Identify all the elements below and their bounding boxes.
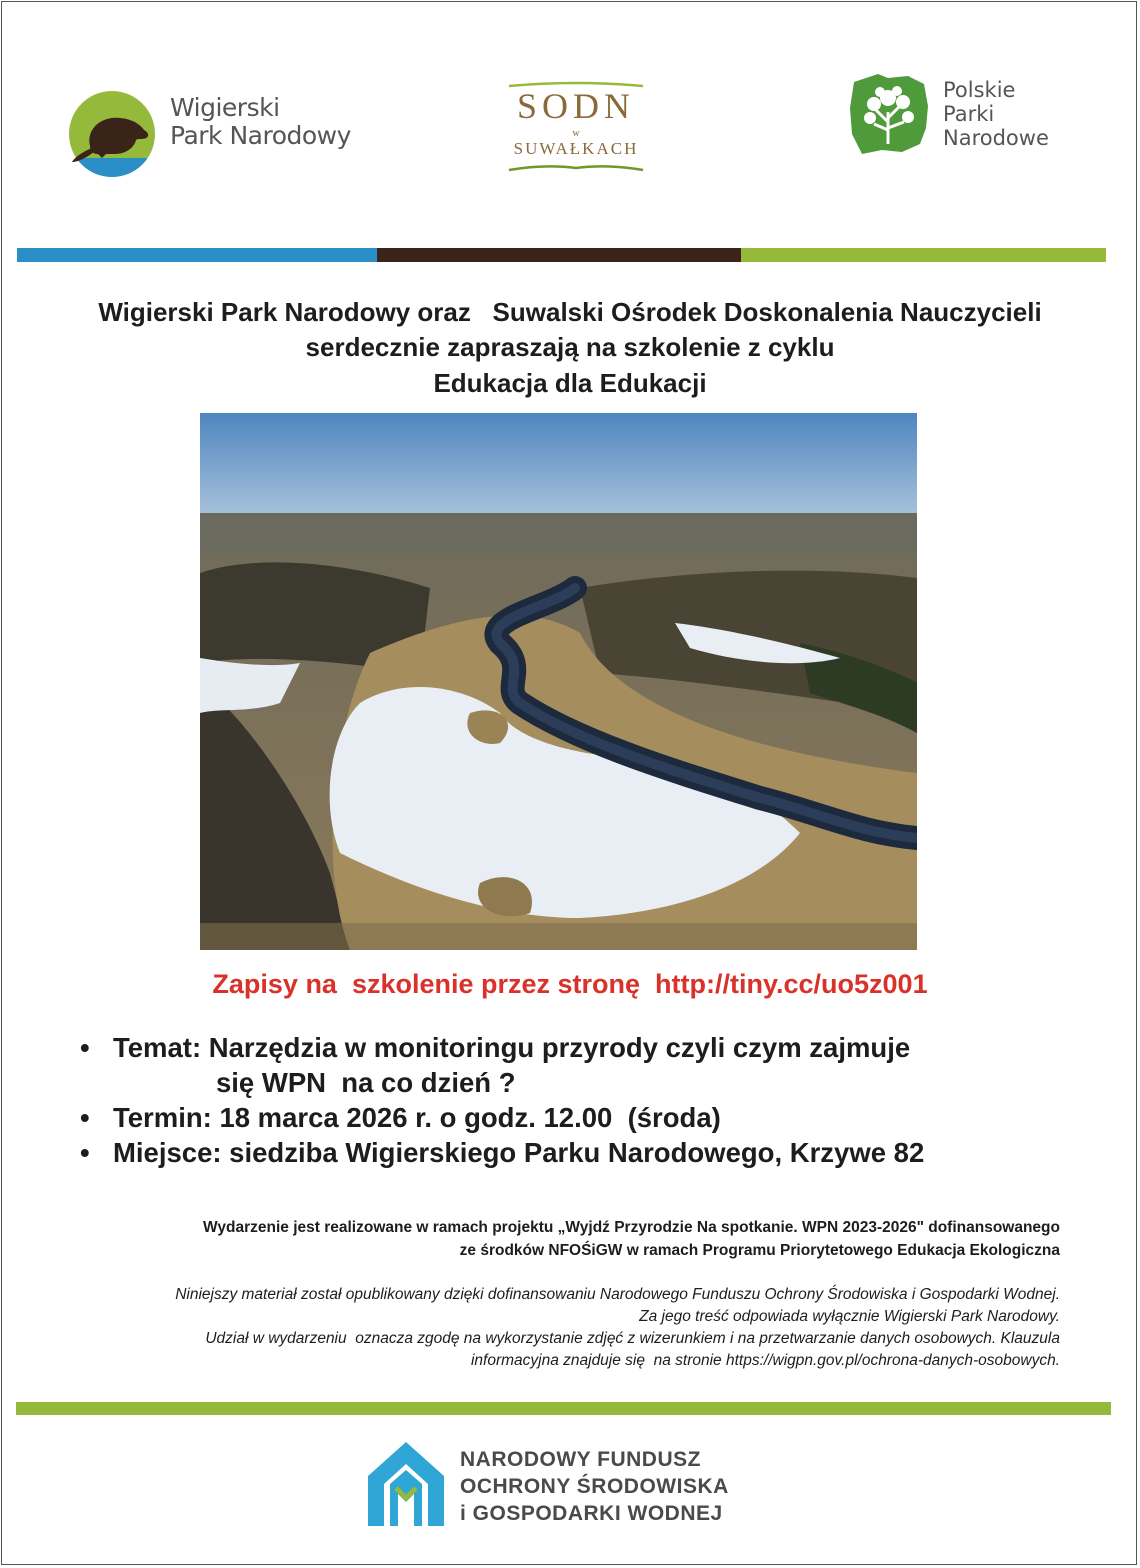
funding-line-1: Wydarzenie jest realizowane w ramach projektu „Wyjdź Przyrodzie Na spotkanie. WPN 2023-2026" dofinansowanego — [203, 1219, 1060, 1236]
disclaimer-line-3: Udział w wydarzeniu oznacza zgodę na wykorzystanie zdjęć z wizerunkiem i na przetwarzanie danych osobowych. Klauzula — [205, 1330, 1060, 1347]
heading-line-3: Edukacja dla Edukacji — [433, 368, 707, 398]
disclaimer-line-2: Za jego treść odpowiada wyłącznie Wigierski Park Narodowy. — [639, 1308, 1060, 1325]
nfosigw-emblem-icon — [366, 1440, 446, 1530]
nfosigw-logo-line1: NARODOWY FUNDUSZ — [460, 1448, 701, 1471]
wpn-logo — [68, 88, 368, 180]
tree-map-icon — [848, 72, 930, 156]
ppn-logo-line2: Parki — [943, 102, 995, 126]
nfosigw-logo-line3: i GOSPODARKI WODNEJ — [460, 1502, 723, 1525]
place-text: Miejsce: siedziba Wigierskiego Parku Narodowego, Krzywe 82 — [113, 1137, 925, 1168]
ppn-logo — [848, 72, 1088, 162]
bullet-icon: • — [80, 1102, 90, 1133]
sodn-logo-line1: SODN — [516, 86, 635, 126]
nfosigw-logo — [366, 1440, 766, 1532]
signup-link[interactable]: Zapisy na szkolenie przez stronę http://tiny.cc/uo5z001 — [212, 969, 928, 999]
heading-line-1: Wigierski Park Narodowy oraz Suwalski Ośrodek Doskonalenia Nauczycieli — [98, 297, 1042, 327]
sodn-logo-line2: w — [572, 128, 580, 139]
heading-line-2: serdecznie zapraszają na szkolenie z cyklu — [305, 332, 835, 362]
bullet-icon: • — [80, 1032, 90, 1063]
nfosigw-logo-line2: OCHRONY ŚRODOWISKA — [460, 1475, 729, 1498]
wpn-logo-line1: Wigierski — [170, 93, 280, 122]
date-text: Termin: 18 marca 2026 r. o godz. 12.00 (środa) — [113, 1102, 721, 1133]
sodn-logo — [505, 80, 647, 176]
sodn-logo-line3: SUWAŁKACH — [513, 139, 639, 158]
ppn-logo-line1: Polskie — [943, 78, 1016, 102]
disclaimer-line-1: Niniejszy materiał został opublikowany dzięki dofinansowaniu Narodowego Funduszu Ochrony Środowiska i Gospodarki Wodnej. — [175, 1286, 1060, 1303]
beaver-icon — [68, 90, 158, 180]
wpn-logo-line2: Park Narodowy — [170, 121, 351, 150]
bar-segment-blue — [17, 248, 377, 262]
topic-text-continued: się WPN na co dzień ? — [216, 1067, 516, 1098]
funding-line-2: ze środków NFOŚiGW w ramach Programu Priorytetowego Edukacja Ekologiczna — [459, 1242, 1060, 1259]
top-color-bar — [17, 248, 1106, 262]
topic-item-continued — [216, 1065, 516, 1101]
bar-segment-brown — [377, 248, 741, 262]
ppn-logo-line3: Narodowe — [943, 126, 1049, 150]
bullet-icon: • — [80, 1137, 90, 1168]
disclaimer-line-4[interactable]: informacyjna znajduje się na stronie https://wigpn.gov.pl/ochrona-danych-osobowych. — [470, 1352, 1060, 1369]
bar-segment-green — [741, 248, 1106, 262]
bottom-color-bar — [16, 1402, 1111, 1415]
topic-text: Temat: Narzędzia w monitoringu przyrody czyli czym zajmuje — [113, 1032, 911, 1063]
aerial-river-photo — [200, 413, 917, 950]
